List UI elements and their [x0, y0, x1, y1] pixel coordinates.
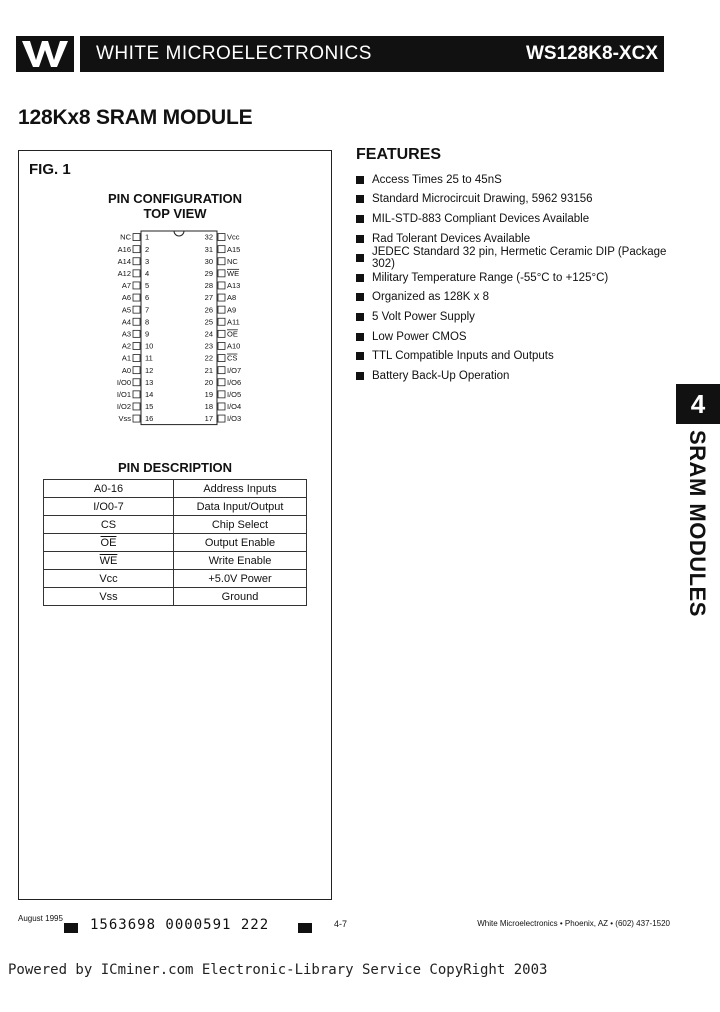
pin-pad	[133, 258, 140, 265]
pin-name: A14	[117, 256, 131, 266]
pin-name: A12	[117, 268, 131, 278]
feature-item	[356, 288, 676, 308]
feature-text: Standard Microcircuit Drawing, 5962 93156	[372, 193, 593, 206]
feature-text: TTL Compatible Inputs and Outputs	[372, 350, 554, 363]
pin-diagram	[99, 228, 259, 428]
pin-pad	[218, 391, 225, 398]
pin-number: 4	[145, 268, 150, 278]
powered-by-notice: Powered by ICminer.com Electronic-Library Service CopyRight 2003	[8, 962, 548, 978]
table-row	[44, 588, 307, 606]
pin-number: 10	[145, 341, 154, 351]
pin-name: I/O7	[227, 365, 242, 375]
pin-pad	[133, 379, 140, 386]
table-row	[44, 552, 307, 570]
pin-pad	[218, 306, 225, 313]
pin-name-cell: Vcc	[44, 570, 174, 588]
pin-pad	[218, 355, 225, 362]
pin-pad	[133, 391, 140, 398]
pin-number: 3	[145, 256, 150, 266]
pin-number: 16	[145, 414, 154, 424]
part-number: WS128K8-XCX	[526, 43, 658, 64]
pin-name: A2	[121, 341, 131, 351]
pin-number: 2	[145, 244, 150, 254]
pin-pad	[133, 342, 140, 349]
features-list	[356, 170, 676, 386]
pin-pad	[218, 379, 225, 386]
pin-number: 8	[145, 317, 150, 327]
feature-item	[356, 268, 676, 288]
pin-description-title: PIN DESCRIPTION	[117, 460, 233, 475]
feature-text: Organized as 128K x 8	[372, 291, 489, 304]
pin-pad	[133, 403, 140, 410]
pin-number: 14	[145, 389, 154, 399]
feature-text: Battery Back-Up Operation	[372, 369, 510, 382]
pin-pad	[218, 270, 225, 277]
pin-number: 6	[145, 293, 150, 303]
bullet-icon	[356, 235, 364, 243]
pin-description-cell: Output Enable	[174, 534, 307, 552]
pin-name: A9	[227, 305, 237, 315]
pin-pad	[133, 330, 140, 337]
pin-description-cell: Write Enable	[174, 552, 307, 570]
features-title: FEATURES	[356, 146, 442, 163]
bullet-icon	[356, 372, 364, 380]
pin-name: A0	[121, 365, 131, 375]
pin-number: 25	[204, 317, 213, 327]
pin-description-cell: +5.0V Power	[174, 570, 307, 588]
pin-name: CS	[227, 353, 238, 363]
pin-number: 22	[204, 353, 213, 363]
bullet-icon	[356, 274, 364, 282]
pin-pad	[133, 306, 140, 313]
pin-description-cell: Chip Select	[174, 516, 307, 534]
bullet-icon	[356, 333, 364, 341]
pin-number: 11	[145, 353, 153, 363]
bullet-icon	[356, 215, 364, 223]
pin-number: 31	[204, 244, 213, 254]
pin-name: I/O2	[116, 402, 131, 412]
pin-pad	[218, 415, 225, 422]
pin-number: 32	[204, 232, 213, 242]
pin-name: A15	[227, 244, 241, 254]
pin-description-cell: Ground	[174, 588, 307, 606]
pin-pad	[218, 342, 225, 349]
company-name: WHITE MICROELECTRONICS	[96, 43, 372, 64]
footer-date: August 1995	[18, 914, 63, 923]
pin-name: Vss	[118, 414, 131, 424]
pin-pad	[218, 234, 225, 241]
table-row	[44, 498, 307, 516]
pin-name: A13	[227, 281, 241, 291]
pin-config-subtitle: TOP VIEW	[143, 206, 207, 221]
pin-number: 21	[204, 365, 213, 375]
feature-text: Rad Tolerant Devices Available	[372, 232, 531, 245]
pin-name: A6	[121, 293, 131, 303]
pin-number: 18	[204, 402, 213, 412]
pin-pad	[218, 246, 225, 253]
pin-name: OE	[227, 329, 238, 339]
pin-number: 12	[145, 365, 154, 375]
feature-text: Access Times 25 to 45nS	[372, 173, 502, 186]
pin-number: 26	[204, 305, 213, 315]
chip-notch-icon	[174, 231, 184, 236]
pin-number: 23	[204, 341, 213, 351]
feature-item	[356, 307, 676, 327]
pin-name: A16	[117, 244, 131, 254]
pin-number: 29	[204, 268, 213, 278]
pin-name: I/O3	[227, 414, 242, 424]
section-tab-number: 4	[676, 384, 720, 424]
feature-text: JEDEC Standard 32 pin, Hermetic Ceramic DIP (Package 302)	[372, 246, 667, 271]
pin-pad	[218, 294, 225, 301]
pin-pad	[133, 318, 140, 325]
pin-name: I/O4	[227, 402, 242, 412]
section-tab-label: SRAM MODULES	[685, 430, 710, 617]
pin-description-table	[43, 479, 307, 606]
pin-name: A7	[121, 281, 131, 291]
pin-number: 13	[145, 377, 154, 387]
pin-pad	[218, 258, 225, 265]
pin-number: 15	[145, 402, 154, 412]
table-row	[44, 516, 307, 534]
feature-item	[356, 327, 676, 347]
pin-description-cell: Data Input/Output	[174, 498, 307, 516]
pin-name: I/O5	[227, 389, 242, 399]
pin-number: 5	[145, 281, 150, 291]
pin-name: A5	[121, 305, 131, 315]
pin-pad	[133, 367, 140, 374]
barcode-mark-icon	[298, 923, 312, 933]
company-logo	[16, 36, 74, 72]
section-tab	[676, 430, 720, 617]
pin-name-cell: A0-16	[44, 480, 174, 498]
footer-company: White Microelectronics • Phoenix, AZ • (602) 437-1520	[477, 919, 670, 928]
pin-pad	[133, 246, 140, 253]
pin-number: 7	[145, 305, 150, 315]
feature-item	[356, 190, 676, 210]
pin-pad	[133, 270, 140, 277]
table-row	[44, 570, 307, 588]
pin-name: A10	[227, 341, 241, 351]
pin-number: 27	[204, 293, 213, 303]
pin-pad	[133, 282, 140, 289]
bullet-icon	[356, 313, 364, 321]
figure-label: FIG. 1	[29, 161, 71, 178]
pin-name: I/O6	[227, 377, 242, 387]
figure-box	[18, 150, 332, 900]
pin-name: A8	[227, 293, 237, 303]
feature-text: 5 Volt Power Supply	[372, 310, 475, 323]
pin-name-cell: I/O0-7	[44, 498, 174, 516]
feature-item	[356, 246, 676, 271]
pin-number: 24	[204, 329, 213, 339]
pin-config-title: PIN CONFIGURATION	[107, 191, 243, 206]
feature-item	[356, 366, 676, 386]
pin-pad	[133, 355, 140, 362]
table-row	[44, 480, 307, 498]
page-title: 128Kx8 SRAM MODULE	[18, 106, 253, 129]
pin-name-cell: CS	[44, 516, 174, 534]
pin-number: 20	[204, 377, 213, 387]
bullet-icon	[356, 254, 364, 262]
pin-pad	[218, 330, 225, 337]
table-row	[44, 534, 307, 552]
pin-description-cell: Address Inputs	[174, 480, 307, 498]
pin-name: WE	[227, 268, 240, 278]
pin-name: I/O0	[116, 377, 131, 387]
pin-number: 9	[145, 329, 150, 339]
pin-name-cell: $\overline{WE}$	[44, 552, 174, 570]
barcode-digits: 1563698 0000591 222	[90, 917, 270, 933]
pin-name-cell: Vss	[44, 588, 174, 606]
bullet-icon	[356, 176, 364, 184]
pin-number: 28	[204, 281, 213, 291]
pin-pad	[218, 403, 225, 410]
pin-number: 19	[204, 389, 213, 399]
pin-number: 30	[204, 256, 213, 266]
feature-text: Military Temperature Range (-55°C to +125°C)	[372, 271, 609, 284]
bullet-icon	[356, 293, 364, 301]
pin-number: 1	[145, 232, 150, 242]
pin-name: A3	[121, 329, 131, 339]
bullet-icon	[356, 352, 364, 360]
pin-name: NC	[227, 256, 238, 266]
feature-item	[356, 170, 676, 190]
feature-text: Low Power CMOS	[372, 330, 467, 343]
pin-pad	[218, 318, 225, 325]
feature-text: MIL-STD-883 Compliant Devices Available	[372, 212, 590, 225]
pin-name: A11	[227, 317, 240, 327]
pin-pad	[133, 415, 140, 422]
pin-name: Vcc	[227, 232, 240, 242]
pin-name-cell: $\overline{OE}$	[44, 534, 174, 552]
pin-pad	[133, 234, 140, 241]
header-bar	[80, 36, 664, 72]
pin-pad	[133, 294, 140, 301]
feature-item	[356, 209, 676, 229]
w-logo-icon	[16, 36, 74, 72]
pin-number: 17	[204, 414, 213, 424]
pin-name: NC	[120, 232, 131, 242]
bullet-icon	[356, 195, 364, 203]
feature-item	[356, 346, 676, 366]
barcode-mark-icon	[64, 923, 78, 933]
pin-pad	[218, 367, 225, 374]
pin-name: I/O1	[116, 389, 131, 399]
pin-name: A1	[121, 353, 131, 363]
page-number: 4-7	[334, 919, 348, 929]
pin-pad	[218, 282, 225, 289]
pin-name: A4	[121, 317, 131, 327]
